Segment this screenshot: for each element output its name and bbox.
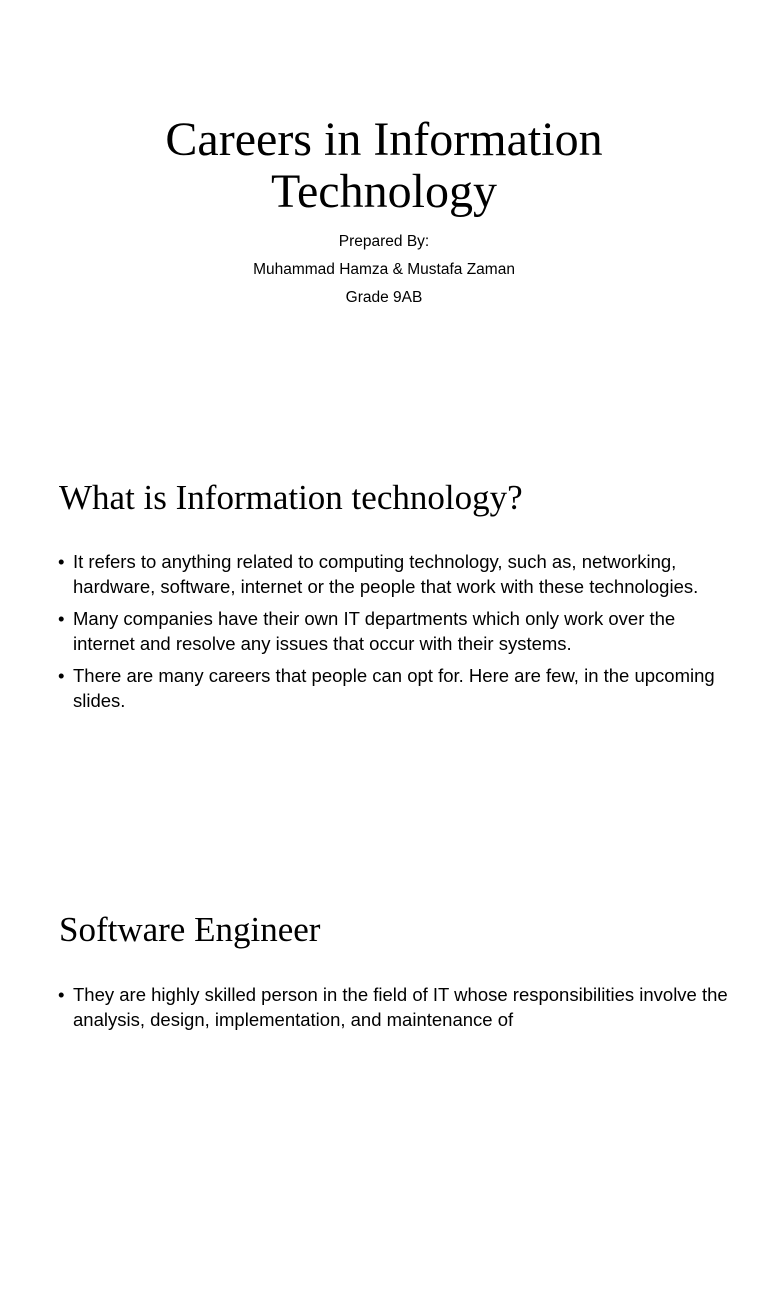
bullet-item [58,607,738,656]
bullet-text: There are many careers that people can opt for. Here are few, in the upcoming slides. [73,665,715,711]
bullet-icon: • [58,984,65,1005]
bullet-text: Many companies have their own IT departments which only work over the internet and resolve any issues that occur with their systems. [73,608,676,654]
software-engineer-slide [0,864,768,1296]
bullet-text: It refers to anything related to computing technology, such as, networking, hardware, software, internet or the people that work with these technologies. [73,551,699,597]
bullet-icon: • [58,665,65,686]
title-line-2: Technology [271,165,497,218]
bullet-list [58,550,738,721]
presentation-title [0,114,768,218]
slide-heading: What is Information technology? [59,478,523,517]
title-line-1: Careers in Information [165,113,603,166]
slide-heading: Software Engineer [59,910,321,949]
bullet-icon: • [58,551,65,572]
what-is-it-slide [0,432,768,864]
subtitle-block [0,228,768,312]
grade-label: Grade 9AB [345,289,423,306]
bullet-item [58,550,738,599]
bullet-item [58,664,738,713]
bullet-text: They are highly skilled person in the field of IT whose responsibilities involve the analysis, design, implementation, and maintenance of [73,984,728,1030]
bullet-item [58,983,738,1032]
title-slide [0,0,768,432]
bullet-icon: • [58,608,65,629]
bullet-list [58,983,738,1040]
prepared-by-label: Prepared By: [338,233,430,250]
authors: Muhammad Hamza & Mustafa Zaman [253,261,515,278]
